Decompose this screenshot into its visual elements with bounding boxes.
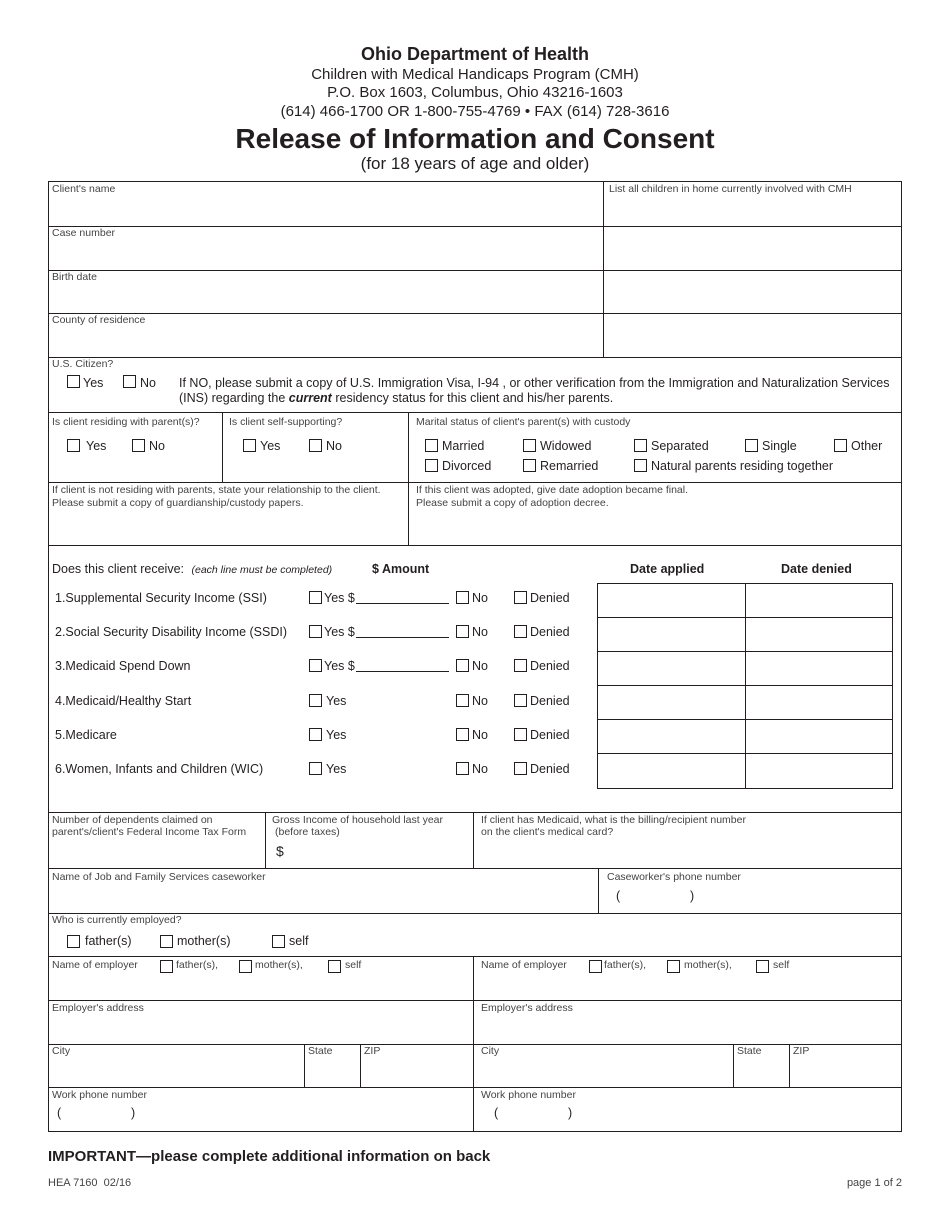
birth-date-field[interactable]: [49, 285, 602, 312]
relationship-note: Please submit a copy of guardianship/custody papers.: [52, 497, 304, 509]
children-cmh-field[interactable]: [604, 197, 901, 356]
adoption-field[interactable]: [409, 512, 901, 544]
benefit-wic-yes-label: Yes: [326, 762, 347, 776]
benefit-healthy-start-date-applied[interactable]: [597, 685, 746, 720]
benefit-ssi-no-label: No: [472, 591, 488, 605]
employed-mother-checkbox[interactable]: [160, 935, 173, 948]
employed-self-checkbox[interactable]: [272, 935, 285, 948]
medicaid-number-label-line2: on the client's medical card?: [481, 826, 614, 838]
citizen-label: U.S. Citizen?: [52, 358, 114, 370]
employed-father-label: father(s): [85, 934, 132, 948]
divider: [265, 812, 266, 868]
date-applied-header: Date applied: [630, 562, 705, 576]
adoption-label: If this client was adopted, give date adoption became final.: [416, 484, 689, 496]
benefit-wic-date-applied[interactable]: [597, 753, 746, 789]
county-field[interactable]: [49, 328, 602, 356]
divider: [48, 868, 902, 869]
benefit-ssi-date-denied[interactable]: [745, 583, 893, 618]
self-supporting-no-label: No: [326, 439, 342, 453]
benefit-healthy-start-yes-label: Yes: [326, 694, 347, 708]
case-number-label: Case number: [52, 227, 116, 239]
benefits-question-text: Does this client receive:: [52, 562, 185, 576]
benefit-healthy-start-no-checkbox[interactable]: [456, 694, 469, 707]
client-name-label: Client's name: [52, 183, 116, 195]
employer1-mother-label: mother(s),: [255, 959, 303, 971]
benefit-ssdi-date-applied[interactable]: [597, 617, 746, 652]
employer1-address-field[interactable]: [49, 1016, 472, 1043]
employer2-zip-label: ZIP: [793, 1045, 810, 1057]
benefit-spend-down-yes-label: Yes $: [324, 659, 355, 673]
employer2-work-phone-label: Work phone number: [481, 1089, 576, 1101]
agency-name: Ohio Department of Health: [360, 44, 589, 64]
marital-single-checkbox[interactable]: [745, 439, 758, 452]
employer1-zip-label: ZIP: [364, 1045, 381, 1057]
benefit-ssdi-denied-label: Denied: [530, 625, 570, 639]
benefit-wic-date-denied[interactable]: [745, 753, 893, 789]
benefit-item-medicare: 5.Medicare: [55, 728, 117, 742]
benefit-spend-down-denied-label: Denied: [530, 659, 570, 673]
employer2-father-checkbox[interactable]: [589, 960, 602, 973]
employer2-phone-paren-close: ): [568, 1106, 573, 1120]
employed-label: Who is currently employed?: [52, 914, 182, 926]
benefit-ssi-denied-checkbox[interactable]: [514, 591, 527, 604]
medicaid-number-label: If client has Medicaid, what is the billing/recipient number: [481, 814, 746, 826]
caseworker-phone-label: Caseworker's phone number: [607, 871, 741, 883]
divider: [48, 1087, 902, 1088]
gross-income-label: Gross Income of household last year: [272, 814, 444, 826]
dependents-label-line2: parent's/client's Federal Income Tax Form: [52, 826, 247, 838]
benefit-wic-no-checkbox[interactable]: [456, 762, 469, 775]
benefit-healthy-start-yes-checkbox[interactable]: [309, 694, 322, 707]
employer1-state-field[interactable]: [305, 1059, 359, 1086]
divider: [598, 868, 599, 913]
birth-date-label: Birth date: [52, 271, 97, 283]
employer2-state-field[interactable]: [734, 1059, 788, 1086]
employer2-mother-label: mother(s),: [684, 959, 732, 971]
divider: [48, 482, 902, 483]
employer1-work-phone-label: Work phone number: [52, 1089, 147, 1101]
agency-address: P.O. Box 1603, Columbus, Ohio 43216-1603: [327, 84, 623, 101]
benefits-question: [52, 562, 332, 578]
employer1-work-phone-field[interactable]: [65, 1104, 465, 1128]
divider: [48, 956, 902, 957]
agency-phone: (614) 466-1700 OR 1-800-755-4769 • FAX (614) 728-3616: [280, 103, 670, 120]
benefit-item-ssdi: 2.Social Security Disability Income (SSDI): [55, 625, 288, 639]
form-id: HEA 7160 02/16: [48, 1177, 132, 1189]
benefit-ssdi-yes-label: Yes $: [324, 625, 355, 639]
relationship-field[interactable]: [49, 512, 407, 544]
benefit-medicare-date-denied[interactable]: [745, 719, 893, 754]
dependents-label: Number of dependents claimed on: [52, 814, 213, 826]
benefit-medicare-no-checkbox[interactable]: [456, 728, 469, 741]
divider: [48, 357, 902, 358]
employer1-phone-paren-close: ): [131, 1106, 136, 1120]
divider: [48, 1000, 902, 1001]
benefit-ssdi-no-label: No: [472, 625, 488, 639]
caseworker-phone-paren-open: (: [616, 889, 621, 903]
employer1-self-label: self: [345, 959, 362, 971]
self-supporting-yes-label: Yes: [260, 439, 281, 453]
citizen-no-label: No: [140, 376, 156, 390]
divider: [222, 412, 223, 482]
citizen-note-part: residency status for this client and his/her parents.: [331, 391, 614, 405]
benefit-healthy-start-denied-label: Denied: [530, 694, 570, 708]
benefit-healthy-start-no-label: No: [472, 694, 488, 708]
employer1-city-label: City: [52, 1045, 71, 1057]
gross-income-dollar: $: [276, 843, 284, 859]
benefit-ssi-yes-label: Yes $: [324, 591, 355, 605]
marital-widowed-label: Widowed: [540, 439, 592, 453]
marital-label: Marital status of client's parent(s) with custody: [416, 416, 631, 428]
employer1-phone-paren-open: (: [57, 1106, 62, 1120]
marital-other-label: Other: [851, 439, 883, 453]
benefit-spend-down-amount-field[interactable]: [356, 671, 449, 672]
employer1-father-checkbox[interactable]: [160, 960, 173, 973]
residing-no-checkbox[interactable]: [132, 439, 145, 452]
form-subtitle: (for 18 years of age and older): [360, 154, 590, 173]
benefit-ssi-date-applied[interactable]: [597, 583, 746, 618]
form-title: Release of Information and Consent: [235, 123, 715, 154]
citizen-note-line2: [179, 391, 613, 406]
self-supporting-yes-checkbox[interactable]: [243, 439, 256, 452]
citizen-no-checkbox[interactable]: [123, 375, 136, 388]
employer1-zip-field[interactable]: [361, 1059, 472, 1086]
benefit-wic-denied-label: Denied: [530, 762, 570, 776]
marital-divorced-label: Divorced: [442, 459, 492, 473]
divider: [48, 545, 902, 546]
residing-yes-label: Yes: [86, 439, 107, 453]
employer2-mother-checkbox[interactable]: [667, 960, 680, 973]
caseworker-phone-paren-close: ): [690, 889, 695, 903]
gross-income-label-line2: (before taxes): [275, 826, 340, 838]
self-supporting-no-checkbox[interactable]: [309, 439, 322, 452]
benefit-medicare-date-applied[interactable]: [597, 719, 746, 754]
marital-married-checkbox[interactable]: [425, 439, 438, 452]
benefit-wic-no-label: No: [472, 762, 488, 776]
dependents-field[interactable]: [49, 840, 264, 867]
employer2-phone-paren-open: (: [494, 1106, 499, 1120]
benefits-hint: (each line must be completed): [191, 564, 333, 576]
employed-self-label: self: [289, 934, 309, 948]
citizen-yes-label: Yes: [83, 376, 104, 390]
benefit-ssdi-yes-checkbox[interactable]: [309, 625, 322, 638]
benefit-ssdi-date-denied[interactable]: [745, 617, 893, 652]
marital-natural-parents-checkbox[interactable]: [634, 459, 647, 472]
citizen-note: If NO, please submit a copy of U.S. Immigration Visa, I-94 , or other verification from the Immigration and Naturalization Services: [179, 376, 890, 390]
caseworker-name-label: Name of Job and Family Services caseworker: [52, 871, 266, 883]
employer2-city-label: City: [481, 1045, 500, 1057]
citizen-note-emphasis: current: [288, 391, 332, 405]
medicaid-number-field[interactable]: [474, 840, 901, 867]
benefit-spend-down-no-checkbox[interactable]: [456, 659, 469, 672]
important-notice: IMPORTANT—please complete additional information on back: [48, 1148, 491, 1165]
divider: [48, 412, 902, 413]
benefit-ssi-no-checkbox[interactable]: [456, 591, 469, 604]
employer1-self-checkbox[interactable]: [328, 960, 341, 973]
benefit-spend-down-denied-checkbox[interactable]: [514, 659, 527, 672]
caseworker-phone-field[interactable]: [624, 886, 894, 908]
employer1-city-field[interactable]: [49, 1059, 303, 1086]
benefit-spend-down-date-applied[interactable]: [597, 651, 746, 686]
citizen-note-part: (INS) regarding the: [179, 391, 289, 405]
benefit-medicare-yes-checkbox[interactable]: [309, 728, 322, 741]
benefit-wic-yes-checkbox[interactable]: [309, 762, 322, 775]
adoption-note: Please submit a copy of adoption decree.: [416, 497, 609, 509]
benefit-ssi-yes-checkbox[interactable]: [309, 591, 322, 604]
employed-mother-label: mother(s): [177, 934, 231, 948]
marital-separated-label: Separated: [651, 439, 709, 453]
benefit-ssdi-amount-field[interactable]: [356, 637, 449, 638]
employer2-address-field[interactable]: [474, 1016, 901, 1043]
benefit-ssdi-no-checkbox[interactable]: [456, 625, 469, 638]
benefit-medicare-denied-label: Denied: [530, 728, 570, 742]
date-denied-header: Date denied: [781, 562, 852, 576]
employer-name-label: Name of employer: [481, 959, 567, 971]
employer2-self-label: self: [773, 959, 790, 971]
residing-no-label: No: [149, 439, 165, 453]
employer2-state-label: State: [737, 1045, 762, 1057]
residing-label: Is client residing with parent(s)?: [52, 416, 200, 428]
page-number: page 1 of 2: [846, 1177, 902, 1189]
caseworker-name-field[interactable]: [49, 885, 597, 912]
employer1-father-label: father(s),: [176, 959, 219, 971]
benefit-ssi-denied-label: Denied: [530, 591, 570, 605]
benefit-healthy-start-date-denied[interactable]: [745, 685, 893, 720]
marital-separated-checkbox[interactable]: [634, 439, 647, 452]
gross-income-field[interactable]: [288, 840, 472, 867]
benefit-spend-down-date-denied[interactable]: [745, 651, 893, 686]
residing-yes-checkbox[interactable]: [67, 439, 80, 452]
self-supporting-label: Is client self-supporting?: [229, 416, 343, 428]
children-cmh-label: List all children in home currently involved with CMH: [609, 183, 852, 195]
marital-divorced-checkbox[interactable]: [425, 459, 438, 472]
employer2-self-checkbox[interactable]: [756, 960, 769, 973]
marital-remarried-label: Remarried: [540, 459, 599, 473]
benefit-wic-denied-checkbox[interactable]: [514, 762, 527, 775]
benefit-item-wic: 6.Women, Infants and Children (WIC): [55, 762, 264, 776]
marital-married-label: Married: [442, 439, 485, 453]
relationship-label: If client is not residing with parents, state your relationship to the client.: [52, 484, 381, 496]
employed-father-checkbox[interactable]: [67, 935, 80, 948]
benefit-item-medicaid-spend-down: 3.Medicaid Spend Down: [55, 659, 191, 673]
marital-remarried-checkbox[interactable]: [523, 459, 536, 472]
divider: [48, 1044, 902, 1045]
benefit-ssdi-denied-checkbox[interactable]: [514, 625, 527, 638]
client-name-field[interactable]: [49, 197, 602, 225]
amount-header: $ Amount: [372, 562, 430, 576]
employer1-state-label: State: [308, 1045, 333, 1057]
benefit-ssi-amount-field[interactable]: [356, 603, 449, 604]
employer2-zip-field[interactable]: [790, 1059, 901, 1086]
benefit-spend-down-yes-checkbox[interactable]: [309, 659, 322, 672]
employer1-address-label: Employer's address: [52, 1002, 144, 1014]
benefit-medicare-denied-checkbox[interactable]: [514, 728, 527, 741]
marital-single-label: Single: [762, 439, 797, 453]
employer1-name-field[interactable]: [49, 976, 472, 999]
benefit-medicare-yes-label: Yes: [326, 728, 347, 742]
marital-other-checkbox[interactable]: [834, 439, 847, 452]
employer-name-label: Name of employer: [52, 959, 138, 971]
program-name: Children with Medical Handicaps Program (CMH): [311, 66, 639, 83]
employer2-city-field[interactable]: [474, 1059, 732, 1086]
marital-widowed-checkbox[interactable]: [523, 439, 536, 452]
divider: [48, 812, 902, 813]
benefit-healthy-start-denied-checkbox[interactable]: [514, 694, 527, 707]
benefit-medicare-no-label: No: [472, 728, 488, 742]
marital-natural-parents-label: Natural parents residing together: [651, 459, 834, 473]
employer2-work-phone-field[interactable]: [502, 1104, 897, 1128]
citizen-yes-checkbox[interactable]: [67, 375, 80, 388]
employer2-name-field[interactable]: [474, 976, 901, 999]
employer2-address-label: Employer's address: [481, 1002, 573, 1014]
benefit-item-ssi: 1.Supplemental Security Income (SSI): [55, 591, 267, 605]
case-number-field[interactable]: [49, 241, 602, 269]
employer2-father-label: father(s),: [604, 959, 647, 971]
employer1-mother-checkbox[interactable]: [239, 960, 252, 973]
benefit-spend-down-no-label: No: [472, 659, 488, 673]
benefit-item-healthy-start: 4.Medicaid/Healthy Start: [55, 694, 192, 708]
county-label: County of residence: [52, 314, 146, 326]
